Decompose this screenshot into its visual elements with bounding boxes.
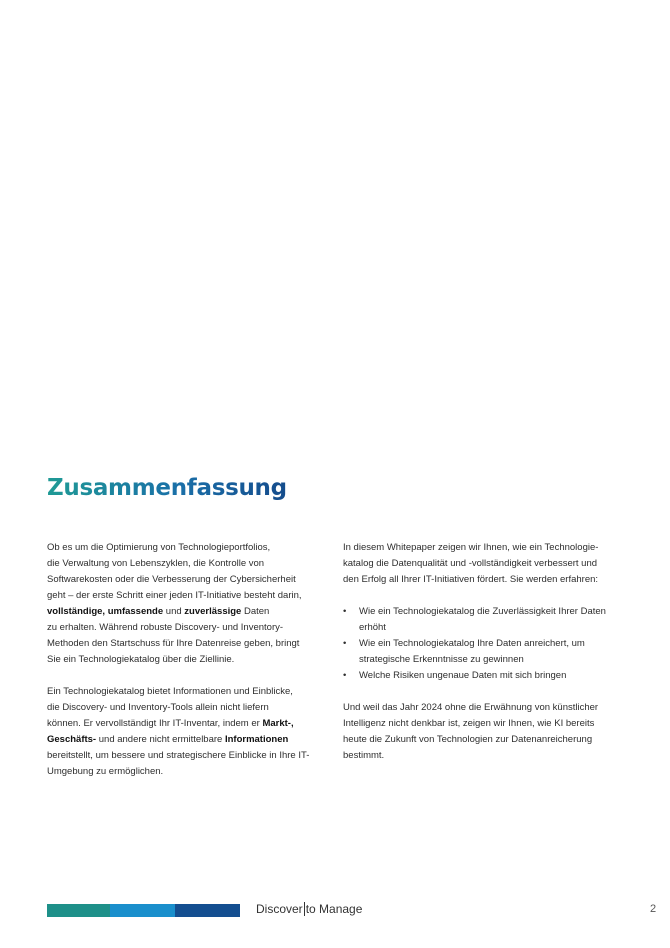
list-item	[343, 668, 628, 684]
text-fragment: können. Er vervollständigt Ihr IT-Inventar, indem er	[47, 718, 263, 729]
text-line: Ein Technologiekatalog bietet Informationen und Einblicke,	[47, 686, 293, 697]
section-heading	[47, 474, 287, 504]
list-item-text: strategische Erkenntnisse zu gewinnen	[359, 654, 524, 665]
bold-text: Markt-,	[262, 718, 294, 729]
bold-text: zuverlässige	[184, 606, 242, 617]
text-line	[47, 732, 327, 748]
brand-divider	[304, 902, 305, 916]
text-line: die Discovery- und Inventory-Tools allein nicht liefern	[47, 702, 269, 713]
bullet-icon: •	[343, 638, 347, 649]
text-line: Softwarekosten oder die Verbesserung der Cybersicherheit	[47, 574, 296, 585]
brand-wordmark	[256, 902, 362, 916]
text-line: den Erfolg all Ihrer IT-Initiativen fördert. Sie werden erfahren:	[343, 574, 599, 585]
text-line: Umgebung zu ermöglichen.	[47, 766, 164, 777]
heading-part-1: Zusammen	[47, 475, 187, 501]
list-item	[343, 636, 628, 668]
text-line: bereitstellt, um bessere und strategischere Einblicke in Ihre IT-	[47, 750, 310, 761]
list-item-text: Wie ein Technologiekatalog Ihre Daten anreichert, um	[359, 638, 585, 649]
color-bar-segment	[175, 904, 240, 917]
bullet-list	[343, 604, 628, 684]
list-item-text: erhöht	[359, 622, 386, 633]
text-line: Intelligenz nicht denkbar ist, zeigen wir Ihnen, wie KI bereits	[343, 718, 595, 729]
text-line: heute die Zukunft von Technologien zur Datenanreicherung	[343, 734, 593, 745]
text-fragment: Daten	[241, 606, 270, 617]
left-column	[47, 540, 327, 780]
bold-text: vollständige, umfassende	[47, 606, 164, 617]
color-bar-segment	[47, 904, 110, 917]
list-item	[343, 604, 628, 636]
text-line: zu erhalten. Während robuste Discovery- und Inventory-	[47, 622, 284, 633]
text-line: bestimmt.	[343, 750, 385, 761]
color-bar-segment	[110, 904, 175, 917]
bullet-icon: •	[343, 606, 347, 617]
text-line: Ob es um die Optimierung von Technologieportfolios,	[47, 542, 271, 553]
brand-part-2: to Manage	[305, 902, 363, 916]
text-fragment: und andere nicht ermittelbare	[96, 734, 225, 745]
text-line: katalog die Datenqualität und -vollständigkeit verbessert und	[343, 558, 598, 569]
text-line: geht – der erste Schritt einer jeden IT-Initiative besteht darin,	[47, 590, 302, 601]
bullet-icon: •	[343, 670, 347, 681]
footer-color-bar	[47, 904, 240, 917]
text-line	[47, 716, 327, 732]
brand-part-1: Discover	[256, 902, 303, 916]
text-line: die Verwaltung von Lebenszyklen, die Kontrolle von	[47, 558, 265, 569]
page-number: 2	[650, 903, 657, 915]
text-line: Sie ein Technologiekatalog über die Ziellinie.	[47, 654, 235, 665]
bold-text: Geschäfts-	[47, 734, 97, 745]
text-fragment: und	[163, 606, 185, 617]
text-line: Und weil das Jahr 2024 ohne die Erwähnung von künstlicher	[343, 702, 599, 713]
text-line: Methoden den Startschuss für Ihre Datenreise geben, bringt	[47, 638, 300, 649]
text-line: In diesem Whitepaper zeigen wir Ihnen, wie ein Technologie-	[343, 542, 599, 553]
text-line	[47, 604, 327, 620]
bold-text: Informationen	[224, 734, 289, 745]
list-item-text: Wie ein Technologiekatalog die Zuverlässigkeit Ihrer Daten	[359, 606, 606, 617]
list-item-text: Welche Risiken ungenaue Daten mit sich bringen	[359, 670, 567, 681]
heading-part-2: fassung	[186, 475, 287, 501]
right-column	[343, 540, 628, 764]
